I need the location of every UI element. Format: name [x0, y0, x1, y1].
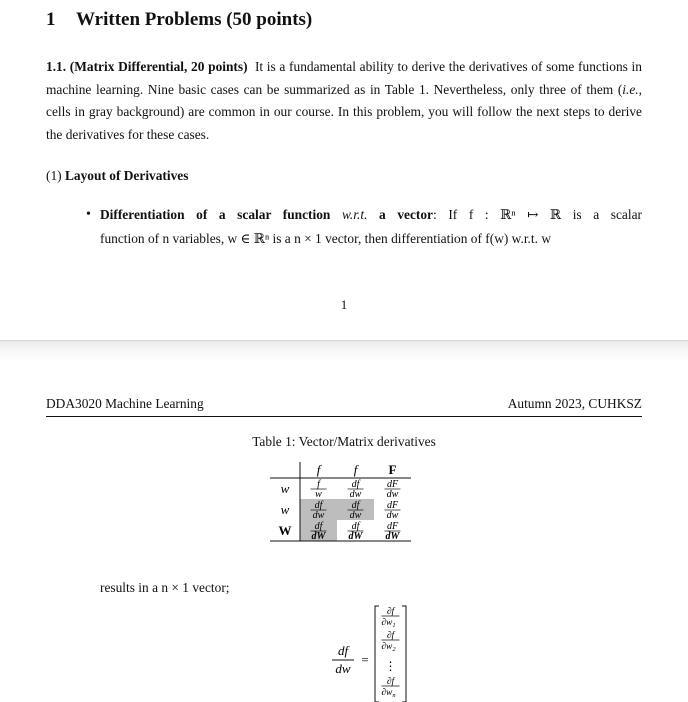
right-bracket: [402, 606, 406, 702]
table-cell: [348, 521, 364, 542]
page-1: [0, 0, 688, 340]
column-header: F: [388, 462, 397, 477]
equals-sign: =: [361, 652, 369, 667]
column-header: f: [353, 462, 358, 477]
cell-denominator: dw: [386, 510, 399, 521]
bullet-bold: Differentiation of a scalar function: [100, 207, 331, 222]
bullet-bold-2: a vector: [379, 207, 434, 222]
cell-numerator: dF: [386, 521, 399, 532]
page-number: 1: [340, 297, 348, 312]
cell-numerator: dF: [386, 500, 399, 511]
row-header: w: [280, 502, 290, 517]
cell-denominator: dw: [312, 510, 325, 521]
page-separator: [0, 340, 688, 363]
cell-numerator: df: [351, 500, 360, 511]
table-cell: [385, 521, 401, 542]
bullet-line-1: [100, 203, 642, 227]
running-header: [46, 396, 642, 417]
cell-denominator: dw: [386, 489, 399, 500]
intro-ie: i.e.: [622, 81, 639, 97]
entry-denominator: $\partial w_n$: [381, 688, 396, 699]
cell-numerator: df: [314, 500, 323, 511]
entry-numerator: ∂f: [386, 677, 395, 687]
lhs-denominator: dw: [335, 661, 351, 676]
cell-denominator: dW: [385, 531, 400, 542]
table-cell: [385, 479, 401, 500]
cell-numerator: dF: [386, 479, 399, 490]
problem-title: (Matrix Differential, 20 points): [69, 59, 248, 74]
table-cell: [385, 500, 401, 521]
intro-text-2: , cells in gray background) are common in our course. In this problem, you will follow the next steps to derive the derivatives for these cases.: [46, 81, 642, 142]
cell-numerator: df: [314, 521, 323, 532]
bullet-item: [86, 203, 642, 251]
section-heading: [46, 9, 312, 31]
header-term: Autumn 2023, CUHKSZ: [507, 396, 642, 411]
entry-subscript: 1: [392, 622, 396, 629]
cell-denominator: dW: [311, 531, 326, 542]
lhs-numerator: df: [337, 643, 349, 658]
cell-denominator: dw: [349, 510, 362, 521]
results-text: results in a n × 1 vector;: [100, 580, 230, 595]
entry-subscript: n: [392, 692, 396, 699]
bullet-dot-icon: •: [86, 207, 91, 222]
bullet-line1-rest: : If f : ℝⁿ ↦ ℝ is a scalar: [433, 207, 642, 222]
header-course: DDA3020 Machine Learning: [46, 396, 204, 411]
cell-numerator: f: [317, 479, 320, 490]
table-caption: Table 1: Vector/Matrix derivatives: [252, 434, 436, 449]
page-2: [0, 362, 688, 700]
entry-denominator: $\partial w_2$: [381, 642, 396, 653]
cell-denominator: dW: [348, 531, 363, 542]
problem-label: 1.1.: [46, 59, 67, 74]
intro-text-1: It is a fundamental ability to derive the derivatives of some functions in machine learning. Nine basic cases can be summarized as in Table 1. Nevertheless, only three of them (: [46, 59, 642, 97]
bullet-wrt: w.r.t.: [341, 207, 368, 222]
section-title: Written Problems (50 points): [76, 9, 313, 30]
vertical-ellipsis: ⋮: [384, 659, 397, 673]
row-header: W: [278, 523, 292, 538]
subsection-number: (1): [46, 168, 62, 183]
gradient-equation: [320, 602, 420, 702]
cell-denominator: w: [315, 489, 322, 500]
cell-numerator: df: [351, 479, 360, 490]
vector-entry: [381, 606, 399, 629]
column-header: f: [316, 462, 321, 477]
table-cell: [348, 479, 364, 500]
table-cell: [311, 479, 327, 500]
entry-numerator: ∂f: [386, 631, 395, 641]
bullet-line-2: function of n variables, w ∈ ℝⁿ is a n × 1 vector, then differentiation of f(w) w.r.t. w: [100, 231, 551, 246]
entry-numerator: ∂f: [386, 607, 395, 617]
cell-denominator: dw: [349, 489, 362, 500]
section-number: 1: [46, 9, 56, 30]
row-header: w: [280, 481, 290, 496]
entry-denominator: $\partial w_1$: [381, 618, 396, 629]
subsection-title: Layout of Derivatives: [64, 168, 189, 183]
left-bracket: [375, 606, 379, 702]
vector-entry: [385, 659, 397, 673]
derivatives-table: [270, 462, 420, 560]
vector-entry: [381, 676, 399, 699]
vector-entry: [381, 630, 399, 653]
problem-paragraph: [46, 56, 642, 146]
subsection-heading: [46, 168, 188, 184]
cell-numerator: df: [351, 521, 360, 532]
entry-subscript: 2: [392, 646, 396, 653]
